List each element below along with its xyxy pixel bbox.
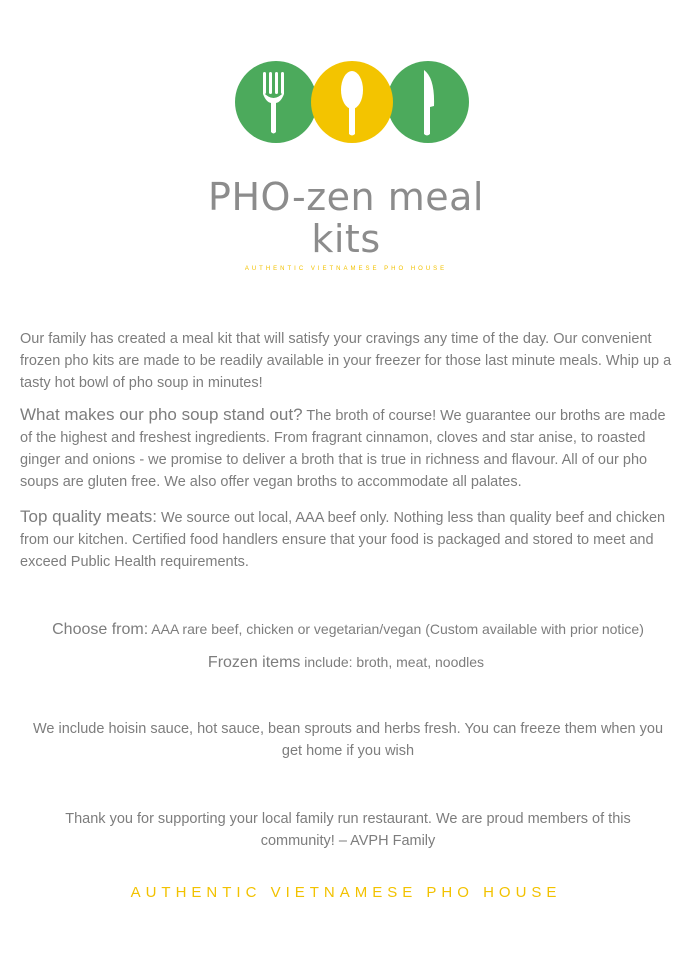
meats-lead: Top quality meats: bbox=[20, 507, 158, 526]
choose-lead: Choose from: bbox=[52, 621, 149, 638]
meats-paragraph bbox=[20, 506, 676, 573]
frozen-line bbox=[0, 651, 692, 674]
choose-text: AAA rare beef, chicken or vegetarian/vegan (Custom available with prior notice) bbox=[148, 621, 644, 637]
footer-tagline: AUTHENTIC VIETNAMESE PHO HOUSE bbox=[130, 884, 562, 901]
logo bbox=[234, 60, 470, 144]
broth-paragraph bbox=[20, 404, 676, 493]
logo-graphic bbox=[234, 60, 470, 144]
broth-text: The broth of course! We guarantee our broths are made of the highest and freshest ingredients. From fragrant cinnamon, cloves and star anise, to roasted ginger and onions - we promise to deliver a broth that is true in richness and flavour. All of our pho soups are gluten free. We also offer vegan broths to accommodate all palates. bbox=[20, 408, 666, 490]
brand-title bbox=[0, 176, 692, 260]
frozen-text: include: broth, meat, noodles bbox=[300, 654, 485, 670]
brand-title-line1: PHO-zen meal bbox=[208, 175, 484, 219]
include-paragraph: We include hoisin sauce, hot sauce, bean sprouts and herbs fresh. You can freeze them when you get home if you wish bbox=[32, 721, 664, 759]
meats-text: We source out local, AAA beef only. Nothing less than quality beef and chicken from our kitchen. Certified food handlers ensure that your food is packaged and stored to meet and exceed Public Health requirements. bbox=[20, 510, 666, 570]
brand-tagline: AUTHENTIC VIETNAMESE PHO HOUSE bbox=[244, 266, 448, 272]
intro-paragraph: Our family has created a meal kit that will satisfy your cravings any time of the day. Our convenient frozen pho kits are made to be readily available in your freezer for those last minute meals. Whip up a tasty hot bowl of pho soup in minutes! bbox=[20, 331, 672, 391]
brand-title-line2: kits bbox=[311, 217, 381, 261]
thanks-paragraph: Thank you for supporting your local family run restaurant. We are proud members of this community! – AVPH Family bbox=[65, 811, 631, 849]
frozen-lead: Frozen items bbox=[207, 654, 301, 671]
choose-line bbox=[4, 618, 692, 641]
broth-lead: What makes our pho soup stand out? bbox=[20, 405, 303, 424]
